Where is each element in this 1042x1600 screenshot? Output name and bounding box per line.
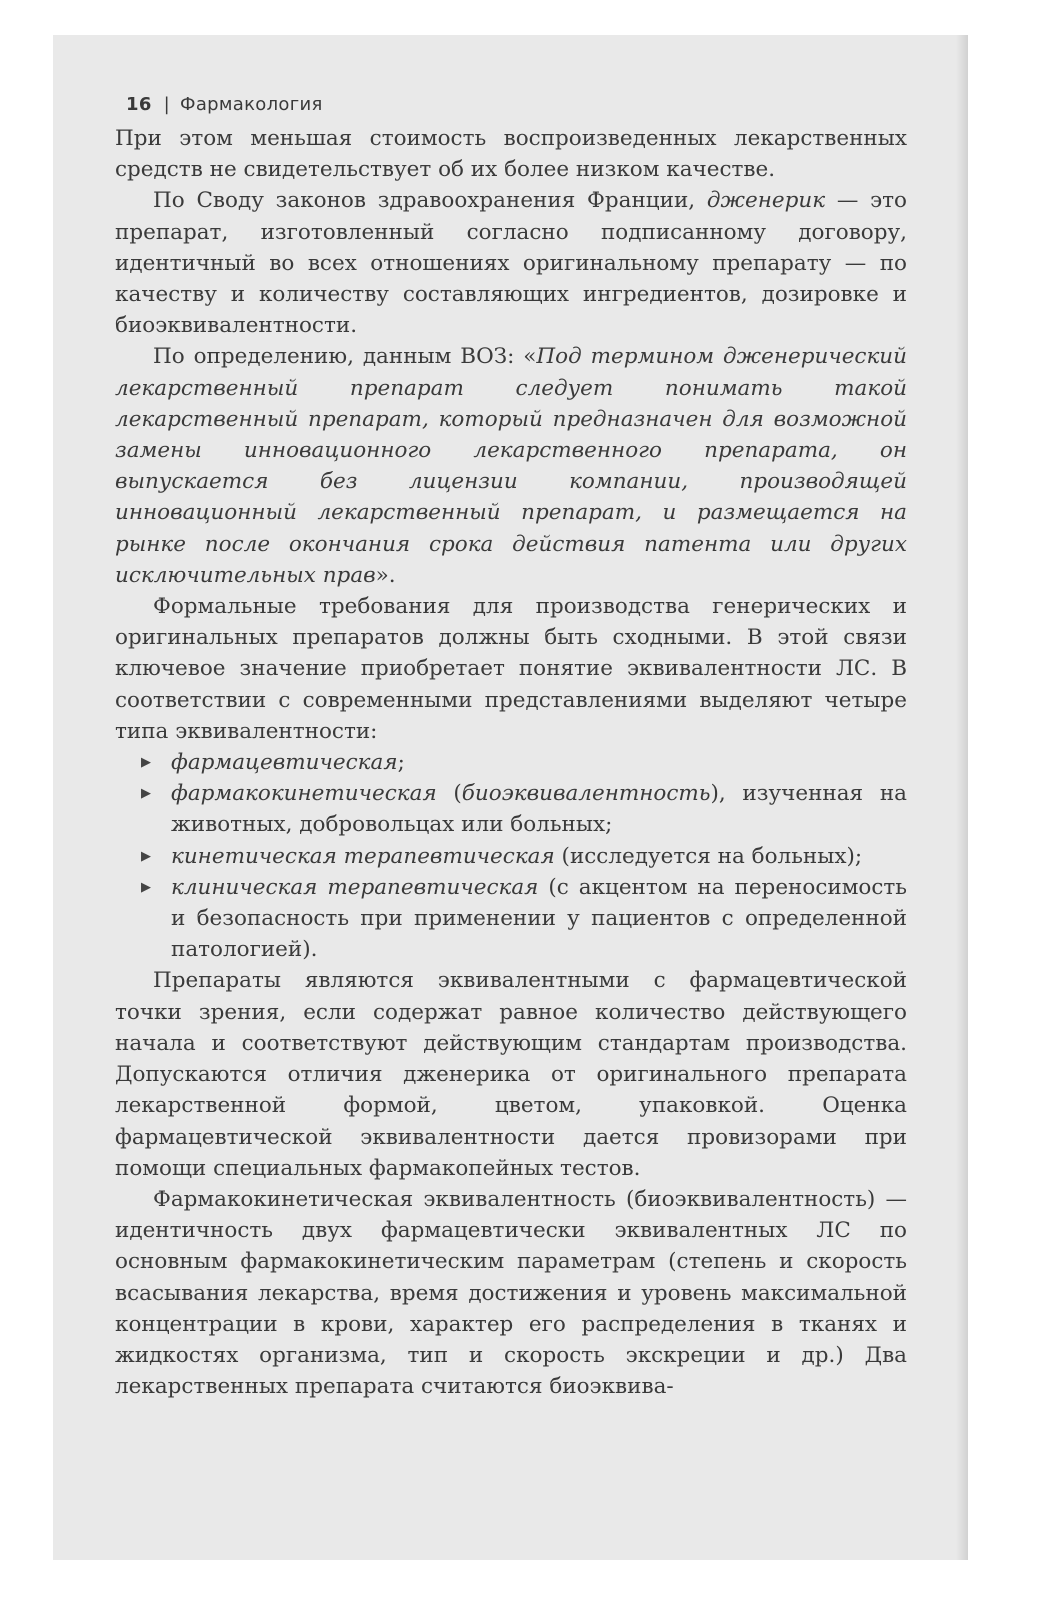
equivalence-types-list bbox=[115, 747, 907, 965]
list-item bbox=[115, 841, 907, 872]
paragraph-2-lead: По Своду законов здравоохранения Франции, bbox=[153, 188, 707, 214]
list-item bbox=[115, 747, 907, 778]
who-definition-quote: Под термином дженерический лекарственный препарат следует понимать такой лекарственный препарат, который предназначен для возможной замены инновационного лекарственного препарата, он выпускается без лицензии компании, производящей инновационный лекарственный препарат, и размещается на рынке после окончания срока действия патента или других исключительных прав bbox=[115, 344, 907, 588]
running-head bbox=[115, 91, 907, 123]
paragraph-2 bbox=[115, 185, 907, 341]
list-item-text: ( bbox=[436, 781, 462, 807]
paragraph-5: Препараты являются эквивалентными с фармацевтической точки зрения, если содержат равное количество действующего начала и соответствуют действующим стандартам производства. Допускаются отличия дженерика от оригинального препарата лекарственной формой, цветом, упаковкой. Оценка фармацевтической эквивалентности дается провизорами при помощи специальных фармакопейных тестов. bbox=[115, 968, 907, 1181]
list-item-text: (исследуется на больных); bbox=[554, 843, 863, 869]
paragraph-1: При этом меньшая стоимость воспроизведенных лекарственных средств не свидетельствует об их более низком качестве. bbox=[115, 126, 907, 183]
paragraph-3-lead: По определению, данным ВОЗ: « bbox=[153, 344, 537, 370]
list-item-text: (с акцентом на переносимость и безопасность при применении у пациентов с определенной патологией). bbox=[171, 874, 908, 963]
list-item-term: фармацевтическая bbox=[171, 750, 398, 776]
running-title: Фармакология bbox=[180, 94, 323, 115]
paragraph-6: Фармакокинетическая эквивалентность (биоэквивалентность) — идентичность двух фармацевтически эквивалентных ЛС по основным фармакокинетическим параметрам (степень и скорость всасывания лекарства, время достижения и уровень максимальной концентрации в крови, характер его распределения в тканях и жидкостях организма, тип и скорость экскреции и др.) Два лекарственных препарата считаются биоэквива- bbox=[115, 1186, 907, 1400]
bullet-triangle-icon: ▶ bbox=[141, 786, 151, 802]
list-item-text: ), изученная на животных, добровольцах или больных; bbox=[171, 781, 907, 838]
bullet-triangle-icon: ▶ bbox=[141, 755, 151, 771]
list-item-term: фармакокинетическая bbox=[171, 781, 437, 807]
list-item-subterm: биоэквивалентность bbox=[461, 781, 711, 807]
list-item-text: ; bbox=[397, 750, 405, 776]
header-separator: | bbox=[163, 94, 171, 115]
term-generic: дженерик bbox=[706, 188, 826, 214]
page-number: 16 bbox=[126, 94, 152, 115]
paragraph-3-end: ». bbox=[375, 562, 396, 588]
list-item bbox=[115, 778, 907, 840]
page-content bbox=[115, 91, 907, 1402]
bullet-triangle-icon: ▶ bbox=[141, 848, 151, 864]
paragraph-3 bbox=[115, 341, 907, 591]
list-item-term: клиническая терапевтическая bbox=[171, 874, 539, 900]
list-item-term: кинетическая терапевтическая bbox=[171, 843, 555, 869]
paragraph-2-text: — это препарат, изготовленный согласно подписанному договору, идентичный во всех отношениях оригинальному препарату — по качеству и количеству составляющих ингредиентов, дозировке и биоэквивалентности. bbox=[115, 188, 907, 339]
bullet-triangle-icon: ▶ bbox=[141, 879, 151, 895]
paragraph-4: Формальные требования для производства генерических и оригинальных препаратов должны быть сходными. В этой связи ключевое значение приобретает понятие эквивалентности ЛС. В соответствии с современными представлениями выделяют четыре типа эквивалентности: bbox=[115, 594, 907, 744]
list-item bbox=[115, 872, 907, 966]
scanned-page bbox=[53, 35, 968, 1560]
